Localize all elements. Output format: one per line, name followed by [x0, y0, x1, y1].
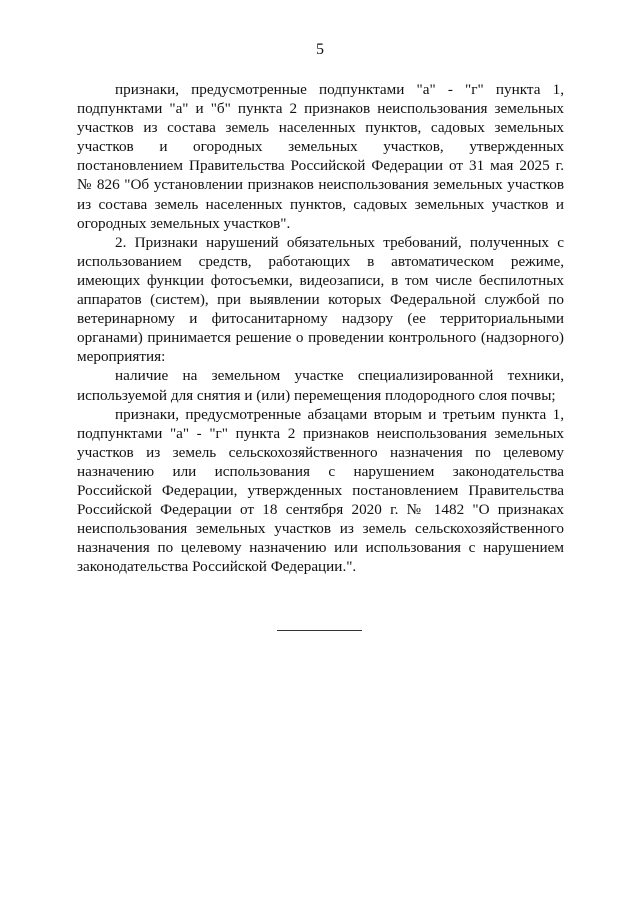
- page-number: 5: [316, 41, 324, 58]
- paragraph-item-2-violation-signs: 2. Признаки нарушений обязательных требований, полученных с использованием средств, работающих в автоматическом режиме, имеющих функции фотосъемки, видеозаписи, в том числе беспилотных аппаратов (систем), при выявлении которых Федеральной службой по ветеринарному и фитосанитарному надзору (ее территориальными органами) принимается решение о проведении контрольного (надзорного) мероприятия:: [77, 233, 564, 366]
- document-body: [77, 80, 564, 576]
- end-separator-line: [277, 630, 362, 631]
- paragraph-signs-agricultural-land: признаки, предусмотренные абзацами вторым и третьим пункта 1, подпунктами "а" - "г" пункта 2 признаков неиспользования земельных участков из земель сельскохозяйственного назначения по целевому назначению или использования с нарушением законодательства Российской Федерации, утвержденных постановлением Правительства Российской Федерации от 18 сентября 2020 г. № 1482 "О признаках неиспользования земельных участков из земель сельскохозяйственного назначения по целевому назначению или использования с нарушением законодательства Российской Федерации.".: [77, 405, 564, 576]
- paragraph-signs-settlements: признаки, предусмотренные подпунктами "а" - "г" пункта 1, подпунктами "а" и "б" пункта 2 признаков неиспользования земельных участков из состава земель населенных пунктов, садовых земельных участков и огородных земельных участков, утвержденных постановлением Правительства Российской Федерации от 31 мая 2025 г. № 826 "Об установлении признаков неиспользования земельных участков из состава земель населенных пунктов, садовых земельных участков и огородных земельных участков".: [77, 81, 564, 232]
- paragraph-special-equipment: наличие на земельном участке специализированной техники, используемой для снятия и (или) перемещения плодородного слоя почвы;: [77, 367, 564, 404]
